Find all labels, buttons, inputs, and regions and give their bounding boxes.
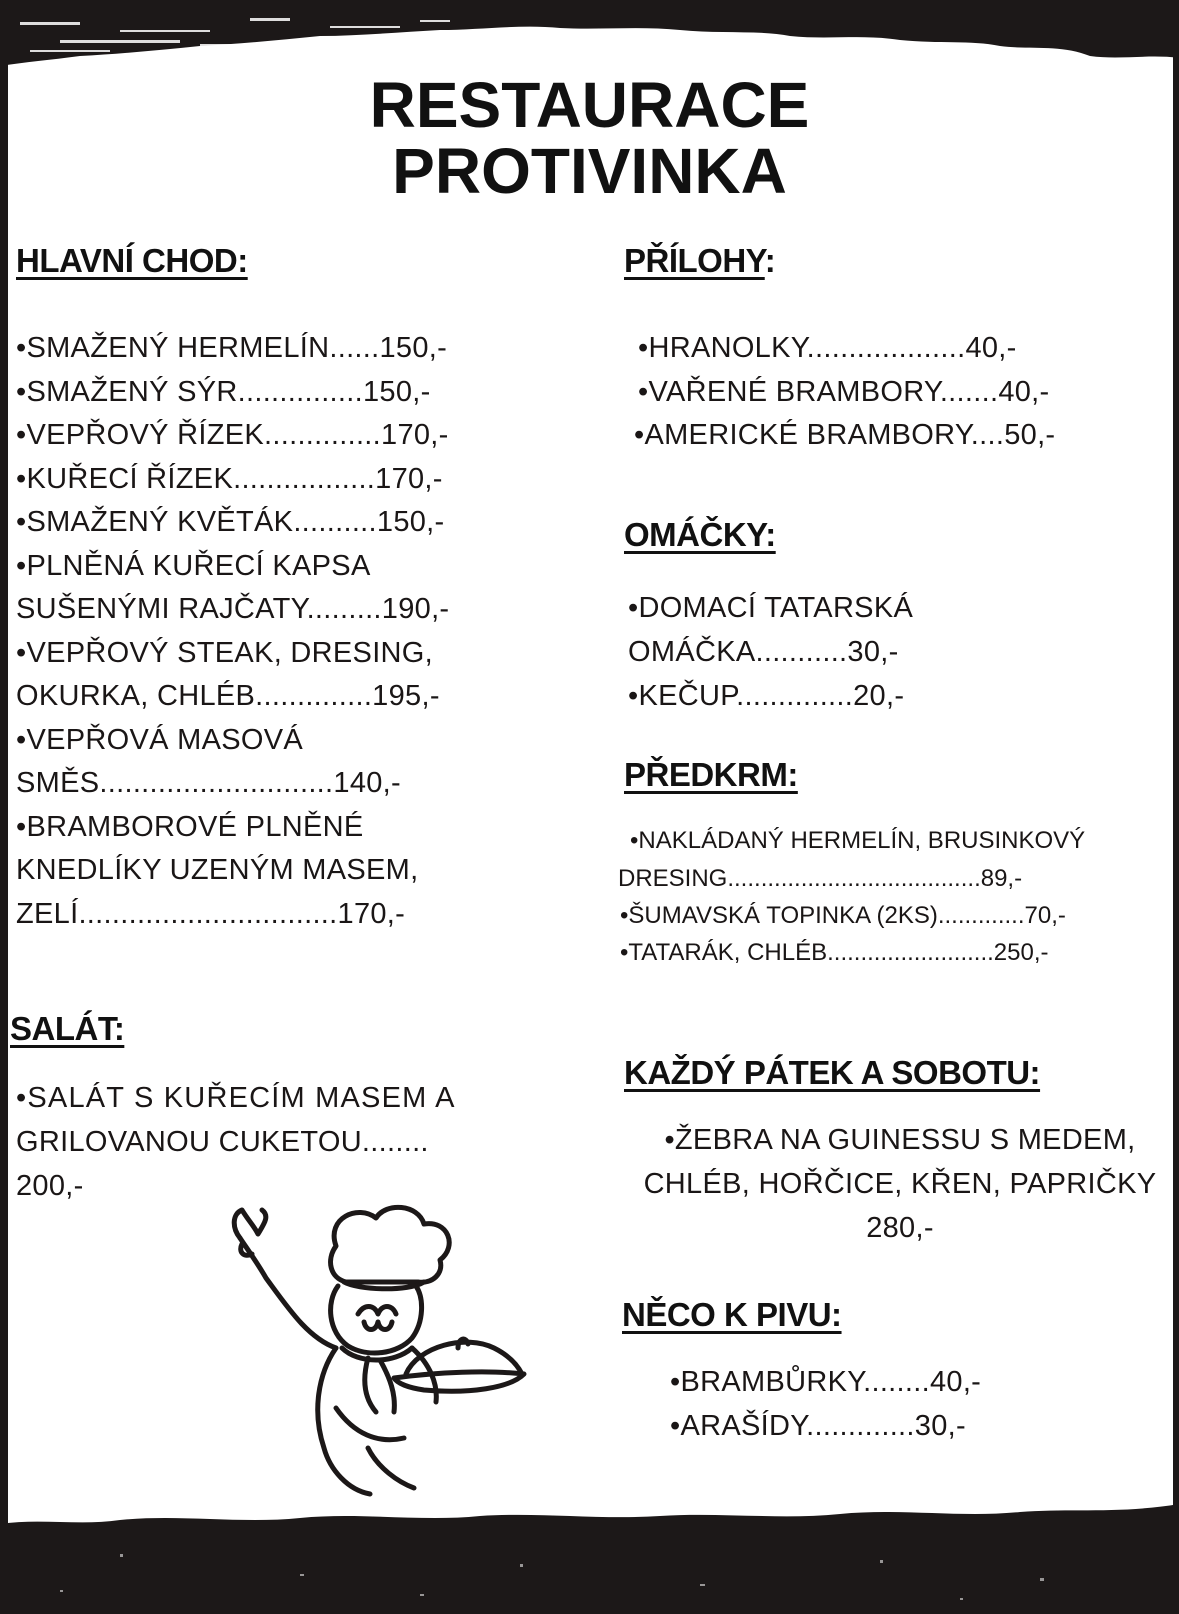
menu-line: •VEPŘOVÝ STEAK, DRESING, (16, 637, 434, 669)
menu-line: OMÁČKA...........30,- (628, 636, 899, 668)
heading-hlavni-chod (16, 242, 248, 280)
heading-hlavni-chod-text: HLAVNÍ CHOD: (16, 242, 248, 279)
menu-line: •BRAMBOROVÉ PLNĚNÉ (16, 811, 364, 843)
menu-line: •SALÁT S KUŘECÍM MASEM A (16, 1082, 456, 1114)
menu-line: •HRANOLKY...................40,- (638, 332, 1017, 364)
menu-line: •VEPŘOVÁ MASOVÁ (16, 724, 304, 756)
menu-line: 200,- (16, 1170, 84, 1202)
heading-patek-sobota-text: KAŽDÝ PÁTEK A SOBOTU: (624, 1054, 1041, 1091)
right-border (1173, 0, 1179, 1614)
heading-omacky-text: OMÁČKY: (624, 516, 776, 553)
menu-line: GRILOVANOU CUKETOU........ (16, 1126, 429, 1158)
heading-salat (10, 1010, 124, 1048)
menu-line: DRESING......................................89,- (618, 865, 1023, 892)
title-line-2: PROTIVINKA (392, 135, 787, 207)
menu-line: •BRAMBŮRKY........40,- (670, 1366, 982, 1398)
heading-prilohy-text: PŘÍLOHY (624, 242, 765, 279)
left-border (0, 0, 8, 1614)
menu-line: OKURKA, CHLÉB..............195,- (16, 680, 440, 712)
bottom-brush-stroke (0, 1494, 1179, 1614)
menu-line: •KEČUP..............20,- (628, 680, 905, 712)
heading-prilohy (624, 242, 775, 280)
heading-predkrm-text: PŘEDKRM: (624, 756, 798, 793)
title-line-1: RESTAURACE (369, 69, 810, 141)
menu-line: SUŠENÝMI RAJČATY.........190,- (16, 593, 450, 625)
menu-line: •KUŘECÍ ŘÍZEK.................170,- (16, 463, 443, 495)
menu-line: •SMAŽENÝ HERMELÍN......150,- (16, 332, 448, 364)
menu-line: •ŽEBRA NA GUINESSU S MEDEM, (664, 1124, 1136, 1156)
menu-line: •VEPŘOVÝ ŘÍZEK..............170,- (16, 419, 449, 451)
menu-line: CHLÉB, HOŘČICE, KŘEN, PAPRIČKY (643, 1168, 1157, 1200)
menu-line: •DOMACÍ TATARSKÁ (628, 592, 914, 624)
menu-line: •ARAŠÍDY.............30,- (670, 1410, 966, 1442)
menu-line: •NAKLÁDANÝ HERMELÍN, BRUSINKOVÝ (630, 827, 1086, 854)
heading-neco-k-pivu (622, 1296, 842, 1334)
menu-line: SMĚS............................140,- (16, 767, 401, 799)
menu-line: •AMERICKÉ BRAMBORY....50,- (634, 419, 1056, 451)
menu-line: •VAŘENÉ BRAMBORY.......40,- (638, 376, 1050, 408)
menu-line: •PLNĚNÁ KUŘECÍ KAPSA (16, 550, 371, 582)
heading-patek-sobota (624, 1054, 1040, 1092)
heading-omacky (624, 516, 776, 554)
menu-line: 280,- (866, 1212, 934, 1244)
menu-line: KNEDLÍKY UZENÝM MASEM, (16, 854, 419, 886)
menu-line: •SMAŽENÝ SÝR...............150,- (16, 376, 431, 408)
menu-line: •SMAŽENÝ KVĚTÁK..........150,- (16, 506, 445, 538)
heading-neco-k-pivu-text: NĚCO K PIVU: (622, 1296, 842, 1333)
restaurant-title (0, 69, 1179, 207)
chef-icon (218, 1198, 528, 1498)
heading-predkrm (624, 756, 798, 794)
top-brush-stroke (0, 0, 1179, 80)
menu-line: •TATARÁK, CHLÉB.........................250,- (620, 939, 1049, 966)
menu-line: ZELÍ...............................170,- (16, 898, 406, 930)
menu-line: •ŠUMAVSKÁ TOPINKA (2KS).............70,- (620, 902, 1066, 929)
heading-salat-text: SALÁT: (10, 1010, 125, 1047)
heading-prilohy-colon: : (764, 242, 776, 279)
